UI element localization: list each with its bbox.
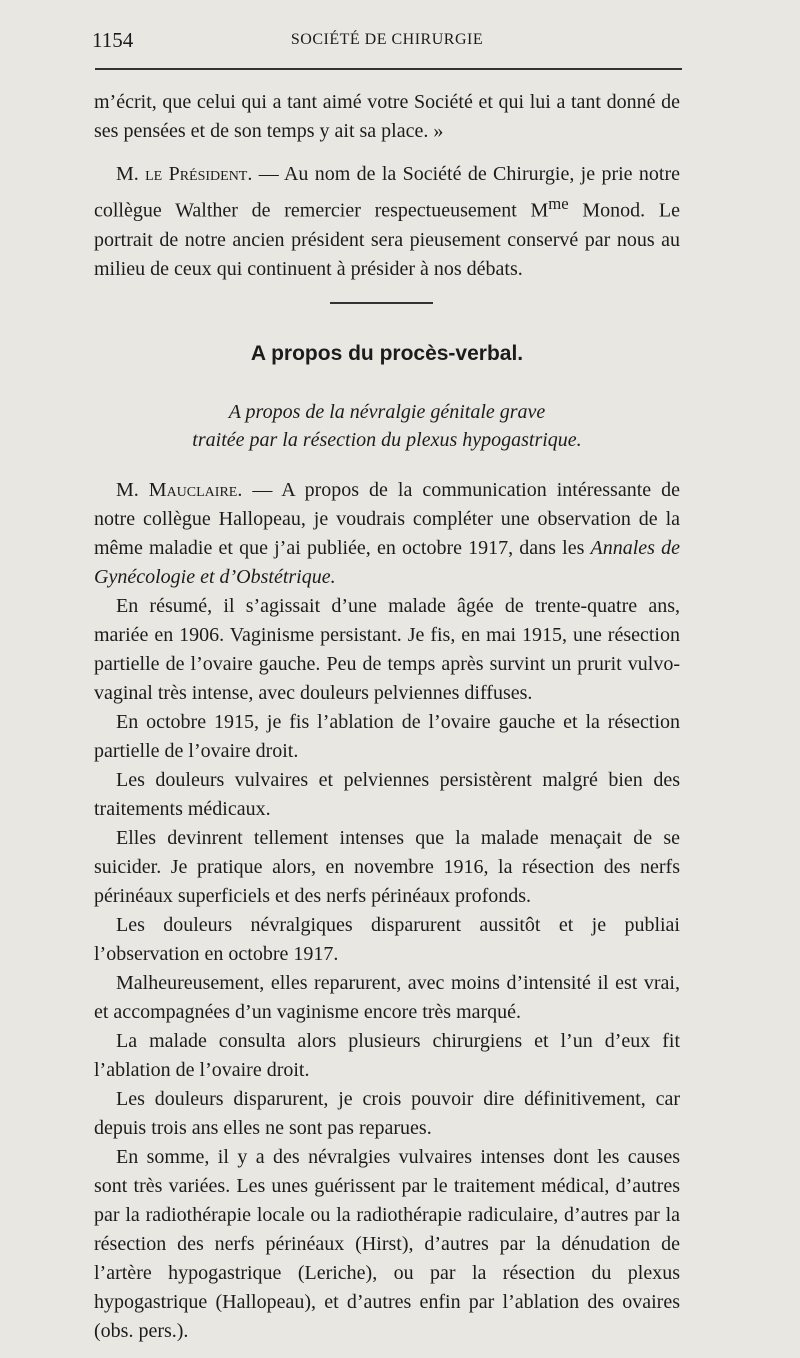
subtitle-line: A propos de la névralgie génitale grave [228, 401, 546, 423]
paragraph: Les douleurs vulvaires et pelviennes persistèrent malgré bien des traitements médicaux. [94, 769, 680, 820]
paragraph: En somme, il y a des névralgies vulvaires intenses dont les causes sont très variées. Les unes guérissent par le traitement médical, d’autres par la radiothérapie locale ou la radiothérapie radiculaire, d’autres par la résection des nerfs périnéaux (Hirst), d’autres par la dénudation de l’artère hypogastrique (Leriche), ou par la résection du plexus hypogastrique (Hallopeau), et d’autres enfin par l’ablation des ovaires (obs. pers.). [94, 1146, 680, 1342]
intro-paragraph: m’écrit, que celui qui a tant aimé votre Société et qui lui a tant donné de ses pensées et de son temps y ait sa place. » [94, 91, 680, 142]
paragraph: Elles devinrent tellement intenses que la malade menaçait de se suicider. Je pratique alors, en novembre 1916, la résection des nerfs périnéaux superficiels et des nerfs périnéaux profonds. [94, 827, 680, 907]
mauclaire-first-text: — A propos de la communication intéressante de notre collègue Hallopeau, je voudrais compléter une observation de la même maladie et que j’ai publiée, en octobre 1917, dans les [94, 479, 681, 559]
paragraph: En octobre 1915, je fis l’ablation de l’ovaire gauche et la résection partielle de l’ovaire droit. [94, 711, 680, 762]
page-number: 1154 [92, 28, 134, 52]
section-separator [330, 302, 433, 304]
paragraph: En résumé, il s’agissait d’une malade âgée de trente-quatre ans, mariée en 1906. Vaginisme persistant. Je fis, en mai 1915, une résection partielle de l’ovaire gauche. Peu de temps après survint un prurit vulvo-vaginal très intense, avec douleurs pelviennes diffuses. [94, 595, 680, 704]
paragraph: Les douleurs disparurent, je crois pouvoir dire définitivement, car depuis trois ans elles ne sont pas reparues. [94, 1088, 680, 1139]
president-text-a: — Au nom de la Société de Chirurgie, je prie notre collègue Walther de remercier respectueusement M [94, 163, 680, 222]
subtitle [94, 398, 680, 454]
header-rule [95, 68, 682, 70]
speaker-president: M. le Président. [116, 163, 253, 185]
running-title: SOCIÉTÉ DE CHIRURGIE [290, 31, 484, 48]
mauclaire-first-paragraph [94, 476, 680, 592]
paragraph: Malheureusement, elles reparurent, avec moins d’intensité il est vrai, et accompagnées d’un vaginisme encore très marqué. [94, 972, 680, 1023]
president-text-b: Monod. Le portrait de notre ancien président sera pieusement conservé par nous au milieu de ceux qui continuent à présider à nos débats. [94, 199, 680, 280]
journal-title: Annales de Gynécologie et d’Obstétrique. [94, 537, 680, 588]
paragraph: Les douleurs névralgiques disparurent aussitôt et je publiai l’observation en octobre 1917. [94, 914, 680, 965]
president-sup: me [548, 194, 569, 213]
speaker-mauclaire: M. Mauclaire. [116, 479, 243, 501]
subtitle-line: traitée par la résection du plexus hypogastrique. [192, 429, 582, 451]
page-header [92, 28, 682, 52]
section-title: A propos du procès-verbal. [250, 342, 524, 365]
president-paragraph [94, 160, 680, 284]
president-block [94, 160, 680, 284]
mauclaire-block [94, 476, 680, 1346]
intro-block [94, 88, 680, 146]
paragraph: La malade consulta alors plusieurs chirurgiens et l’un d’eux fit l’ablation de l’ovaire droit. [94, 1030, 680, 1081]
